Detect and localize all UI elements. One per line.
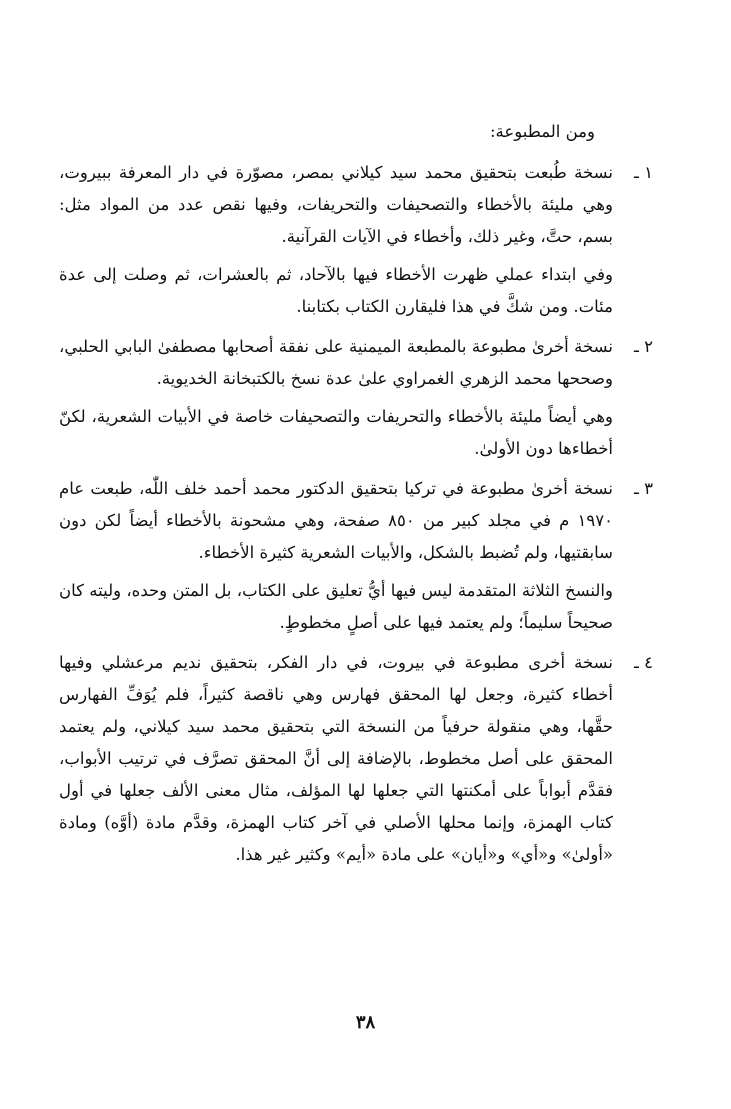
list-item-1 <box>59 157 653 253</box>
list-item-3 <box>59 473 653 569</box>
item-note: وفي ابتداء عملي ظهرت الأخطاء فيها بالآحاد، ثم بالعشرات، ثم وصلت إلى عدة مئات. ومن شكَّ في هذا فليقارن الكتاب بكتابنا. <box>59 265 613 316</box>
item-text: نسخة أخرىٰ مطبوعة في تركيا بتحقيق الدكتور محمد أحمد خلف اللّٰه، طبعت عام ١٩٧٠ م في مجلد كبير من ٨٥٠ صفحة، وهي مشحونة بالأخطاء أيضاً لكن دون سابقتيها، ولم تُضبط بالشكل، والأبيات الشعرية كثيرة الأخطاء. <box>59 479 613 562</box>
item-note: والنسخ الثلاثة المتقدمة ليس فيها أيُّ تعليق على الكتاب، بل المتن وحده، وليته كان صحيحاً سليماً؛ ولم يعتمد فيها على أصلٍ مخطوطٍ. <box>59 581 613 632</box>
list-item-2 <box>59 331 653 395</box>
list-item-4 <box>59 647 653 871</box>
item-text: نسخة طُبعت بتحقيق محمد سيد كيلاني بمصر، مصوّرة في دار المعرفة ببيروت، وهي مليئة بالأخطاء والتصحيفات والتحريفات، وفيها نقص عدد من المواد مثل: بسم، حتَّ، وغير ذلك، وأخطاء في الآيات القرآنية. <box>59 163 613 246</box>
item-text: نسخة أخرىٰ مطبوعة بالمطبعة الميمنية على نفقة أصحابها مصطفىٰ البابي الحلبي، وصححها محمد الزهري الغمراوي علىٰ عدة نسخ بالكتبخانة الخديوية. <box>59 337 613 388</box>
item-number: ١ ـ <box>634 163 653 182</box>
section-heading: ومن المطبوعة: <box>489 122 595 141</box>
item-number: ٣ ـ <box>634 479 653 498</box>
item-number: ٤ ـ <box>634 653 653 672</box>
page-content <box>59 116 653 871</box>
item-number: ٢ ـ <box>634 337 653 356</box>
item-note: وهي أيضاً مليئة بالأخطاء والتحريفات والتصحيفات خاصة في الأبيات الشعرية، لكنّ أخطاءها دون الأولىٰ. <box>59 407 613 458</box>
page-number: ٣٨ <box>355 1012 376 1033</box>
item-text: نسخة أخرى مطبوعة في بيروت، في دار الفكر، بتحقيق نديم مرعشلي وفيها أخطاء كثيرة، وجعل لها المحقق فهارس وهي ناقصة كثيراً، فلم يُوَفِّ الفهارس حقَّها، وهي منقولة حرفياً من النسخة التي بتحقيق محمد سيد كيلاني، ولم يعتمد المحقق على أصل مخطوط، بالإضافة إلى أنَّ المحقق تصرَّف في ترتيب الأبواب، فقدَّم أبواباً على أمكنتها التي جعلها لها المؤلف، مثال معنى الألف جعلها في أول كتاب الهمزة، وإنما محلها الأصلي في آخر كتاب الهمزة، وقدَّم مادة (أوَّه) ومادة «أولىٰ» و«أي» و«أيان» على مادة «أيم» وكثير غير هذا. <box>59 653 613 864</box>
